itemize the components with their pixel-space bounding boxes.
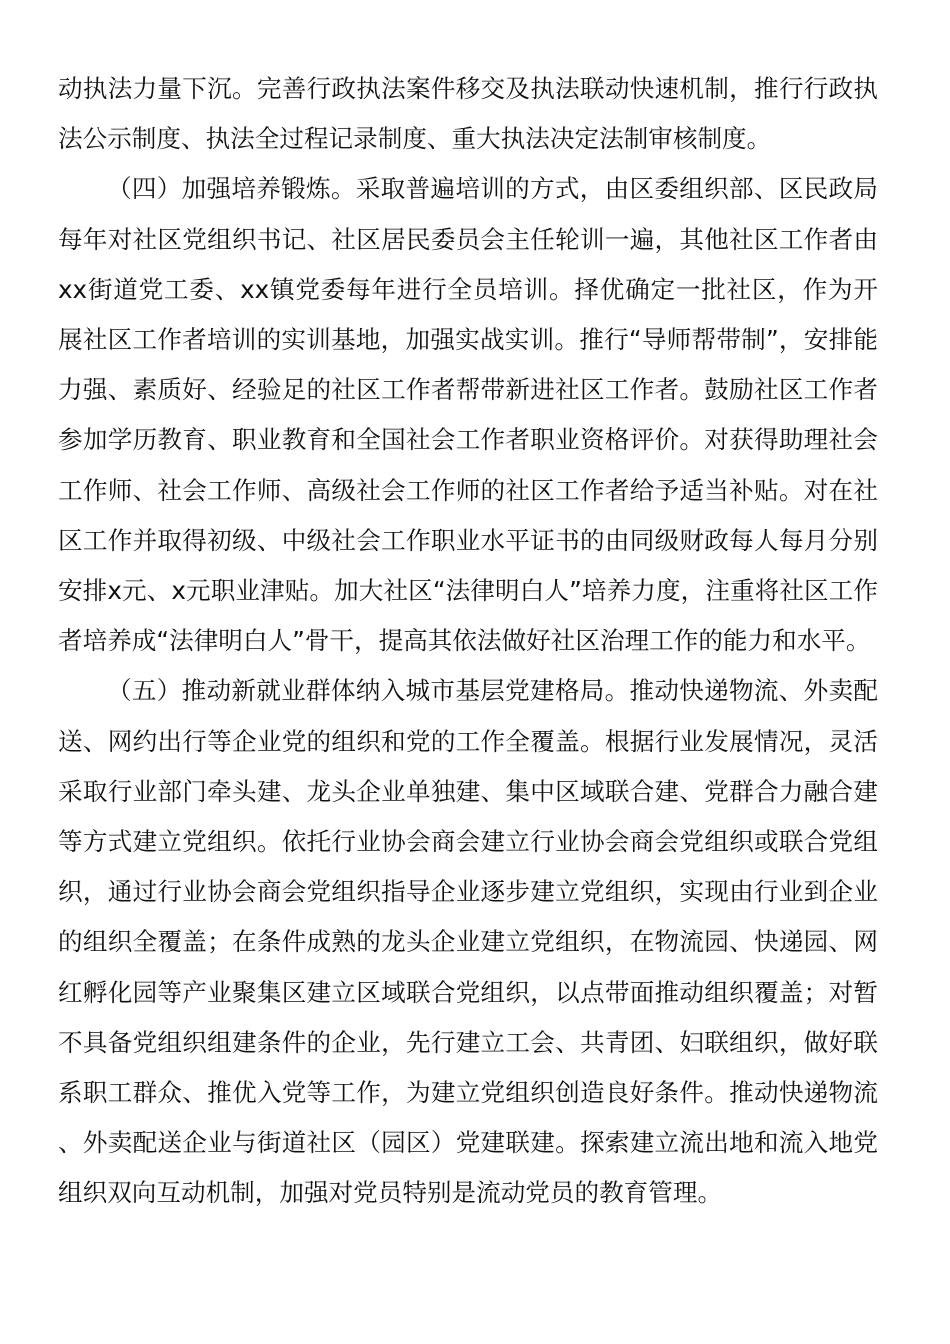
paragraph-section-4-training: （四）加强培养锻炼。采取普遍培训的方式，由区委组织部、区民政局每年对社区党组织书记、社区居民委员会主任轮训一遍，其他社区工作者由xx街道党工委、xx镇党委每年进行全员培训。择优确定一批社区，作为开展社区工作者培训的实训基地，加强实战实训。推行“导师帮带制”，安排能力强、素质好、经验足的社区工作者帮带新进社区工作者。鼓励社区工作者参加学历教育、职业教育和全国社会工作者职业资格评价。对获得助理社会工作师、社会工作师、高级社会工作师的社区工作者给予适当补贴。对在社区工作并取得初级、中级社会工作职业水平证书的由同级财政每人每月分别安排x元、x元职业津贴。加大社区“法律明白人”培养力度，注重将社区工作者培养成“法律明白人”骨干，提高其依法做好社区治理工作的能力和水平。 xyxy=(58,174,878,656)
paragraph-section-5-new-employment-groups: （五）推动新就业群体纳入城市基层党建格局。推动快递物流、外卖配送、网约出行等企业党的组织和党的工作全覆盖。根据行业发展情况，灵活采取行业部门牵头建、龙头企业单独建、集中区域联合建、党群合力融合建等方式建立党组织。依托行业协会商会建立行业协会商会党组织或联合党组织，通过行业协会商会党组织指导企业逐步建立党组织，实现由行业到企业的组织全覆盖；在条件成熟的龙头企业建立党组织，在物流园、快递园、网红孵化园等产业聚集区建立区域联合党组织，以点带面推动组织覆盖；对暂不具备党组织组建条件的企业，先行建立工会、共青团、妇联组织，做好联系职工群众、推优入党等工作，为建立党组织创造良好条件。推动快递物流、外卖配送企业与街道社区（园区）党建联建。探索建立流出地和流入地党组织双向互动机制，加强对党员特别是流动党员的教育管理。 xyxy=(58,676,878,1208)
document-body xyxy=(58,64,878,1219)
paragraph-continuation: 动执法力量下沉。完善行政执法案件移交及执法联动快速机制，推行行政执法公示制度、执法全过程记录制度、重大执法决定法制审核制度。 xyxy=(58,74,878,154)
